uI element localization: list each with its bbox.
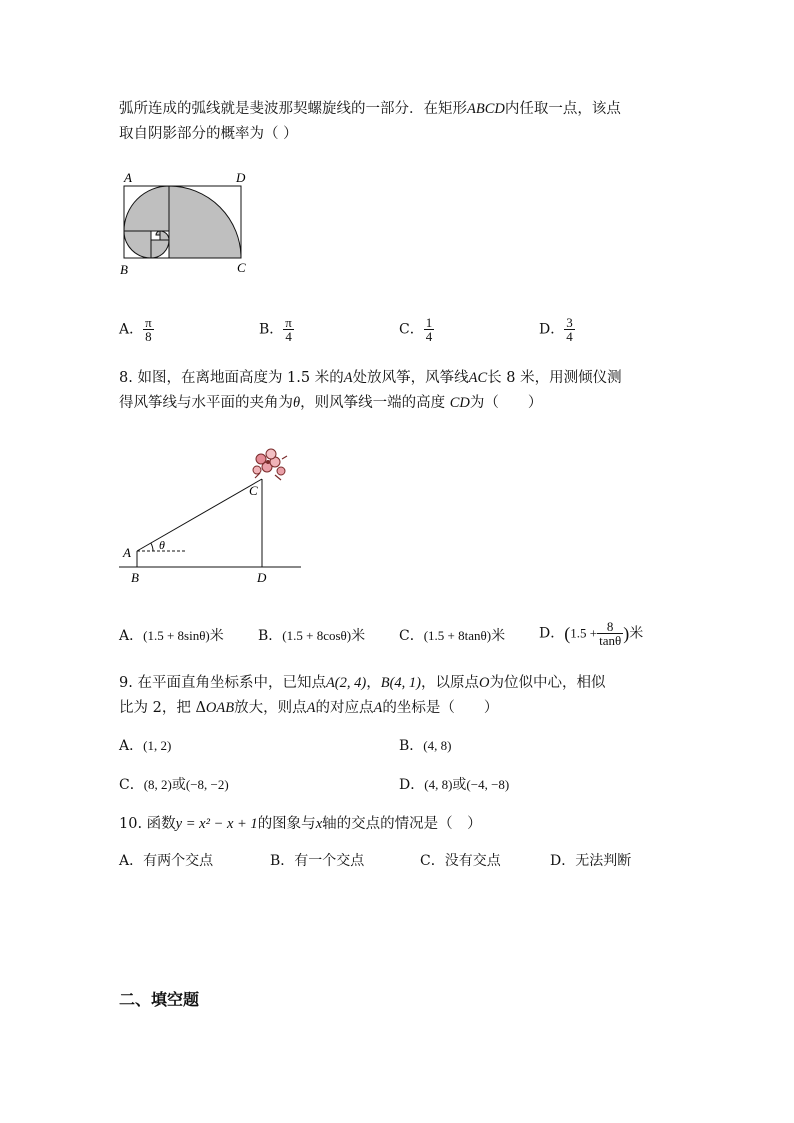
q10-option-d: D．无法判断 bbox=[550, 853, 632, 869]
q7-option-b: B． $\frac{\pi}{4}$ bbox=[259, 315, 292, 344]
q7-text-line2: 取自阴影部分的概率为（ ） bbox=[119, 126, 298, 142]
q9-option-b: B．(4, 8) bbox=[399, 738, 452, 754]
kite-figure bbox=[115, 445, 307, 585]
fig8-label-b: B bbox=[131, 570, 139, 585]
fig7-label-b: B bbox=[120, 262, 128, 277]
q10-text-line1: 10. 函数y = x² − x + 1的图象与x轴的交点的情况是（ ） bbox=[119, 816, 482, 832]
q9-option-d: D．(4, 8)或(−4, −8) bbox=[399, 777, 510, 793]
fig8-label-c: C bbox=[249, 483, 258, 498]
q8-option-b: B．(1.5 + 8cosθ)米 bbox=[258, 628, 366, 644]
q9-option-c: C．(8, 2)或(−8, −2) bbox=[119, 777, 229, 793]
q7-option-d: D． $\frac{3}{4}$ bbox=[539, 315, 573, 344]
fig7-label-d: D bbox=[236, 170, 246, 185]
q10-option-c: C．没有交点 bbox=[420, 853, 501, 869]
q7-text-line1: 弧所连成的弧线就是斐波那契螺旋线的一部分．在矩形ABCD内任取一点，该点 bbox=[119, 101, 621, 117]
fig8-label-theta: θ bbox=[159, 538, 165, 552]
q8-option-a: A．(1.5 + 8sinθ)米 bbox=[119, 628, 224, 644]
q9-text-line1: 9. 在平面直角坐标系中，已知点A(2, 4)，B(4, 1)，以原点O为位似中心，相似 bbox=[119, 675, 606, 691]
fig8-label-a: A bbox=[123, 545, 131, 560]
q8-text-line2: 得风筝线与水平面的夹角为θ，则风筝线一端的高度 CD为（ ） bbox=[119, 395, 543, 411]
q7-option-a: A． $\frac{\pi}{8}$ bbox=[119, 315, 152, 344]
q8-text-line1: 8. 如图，在离地面高度为 1.5 米的A处放风筝，风筝线AC长 8 米，用测倾仪测 bbox=[119, 370, 622, 386]
fig8-label-d: D bbox=[257, 570, 267, 585]
q7-option-c: C． $\frac{1}{4}$ bbox=[399, 315, 433, 344]
q10-option-b: B．有一个交点 bbox=[270, 853, 365, 869]
q9-option-a: A．(1, 2) bbox=[119, 738, 172, 754]
section-title: 二、填空题 bbox=[119, 990, 200, 1009]
kite-icon bbox=[253, 449, 287, 480]
q9-text-line2: 比为 2，把 ΔOAB放大，则点A的对应点A的坐标是（ ） bbox=[119, 700, 499, 716]
q8-option-d: D．(1.5 + $\frac{8}{\tan\theta}$ )米 bbox=[539, 619, 644, 648]
fig7-label-c: C bbox=[237, 260, 246, 275]
fig7-label-a: A bbox=[124, 170, 132, 185]
q10-option-a: A．有两个交点 bbox=[119, 853, 214, 869]
q8-option-c: C．(1.5 + 8tanθ)米 bbox=[399, 628, 506, 644]
fibonacci-spiral-figure bbox=[112, 168, 262, 280]
